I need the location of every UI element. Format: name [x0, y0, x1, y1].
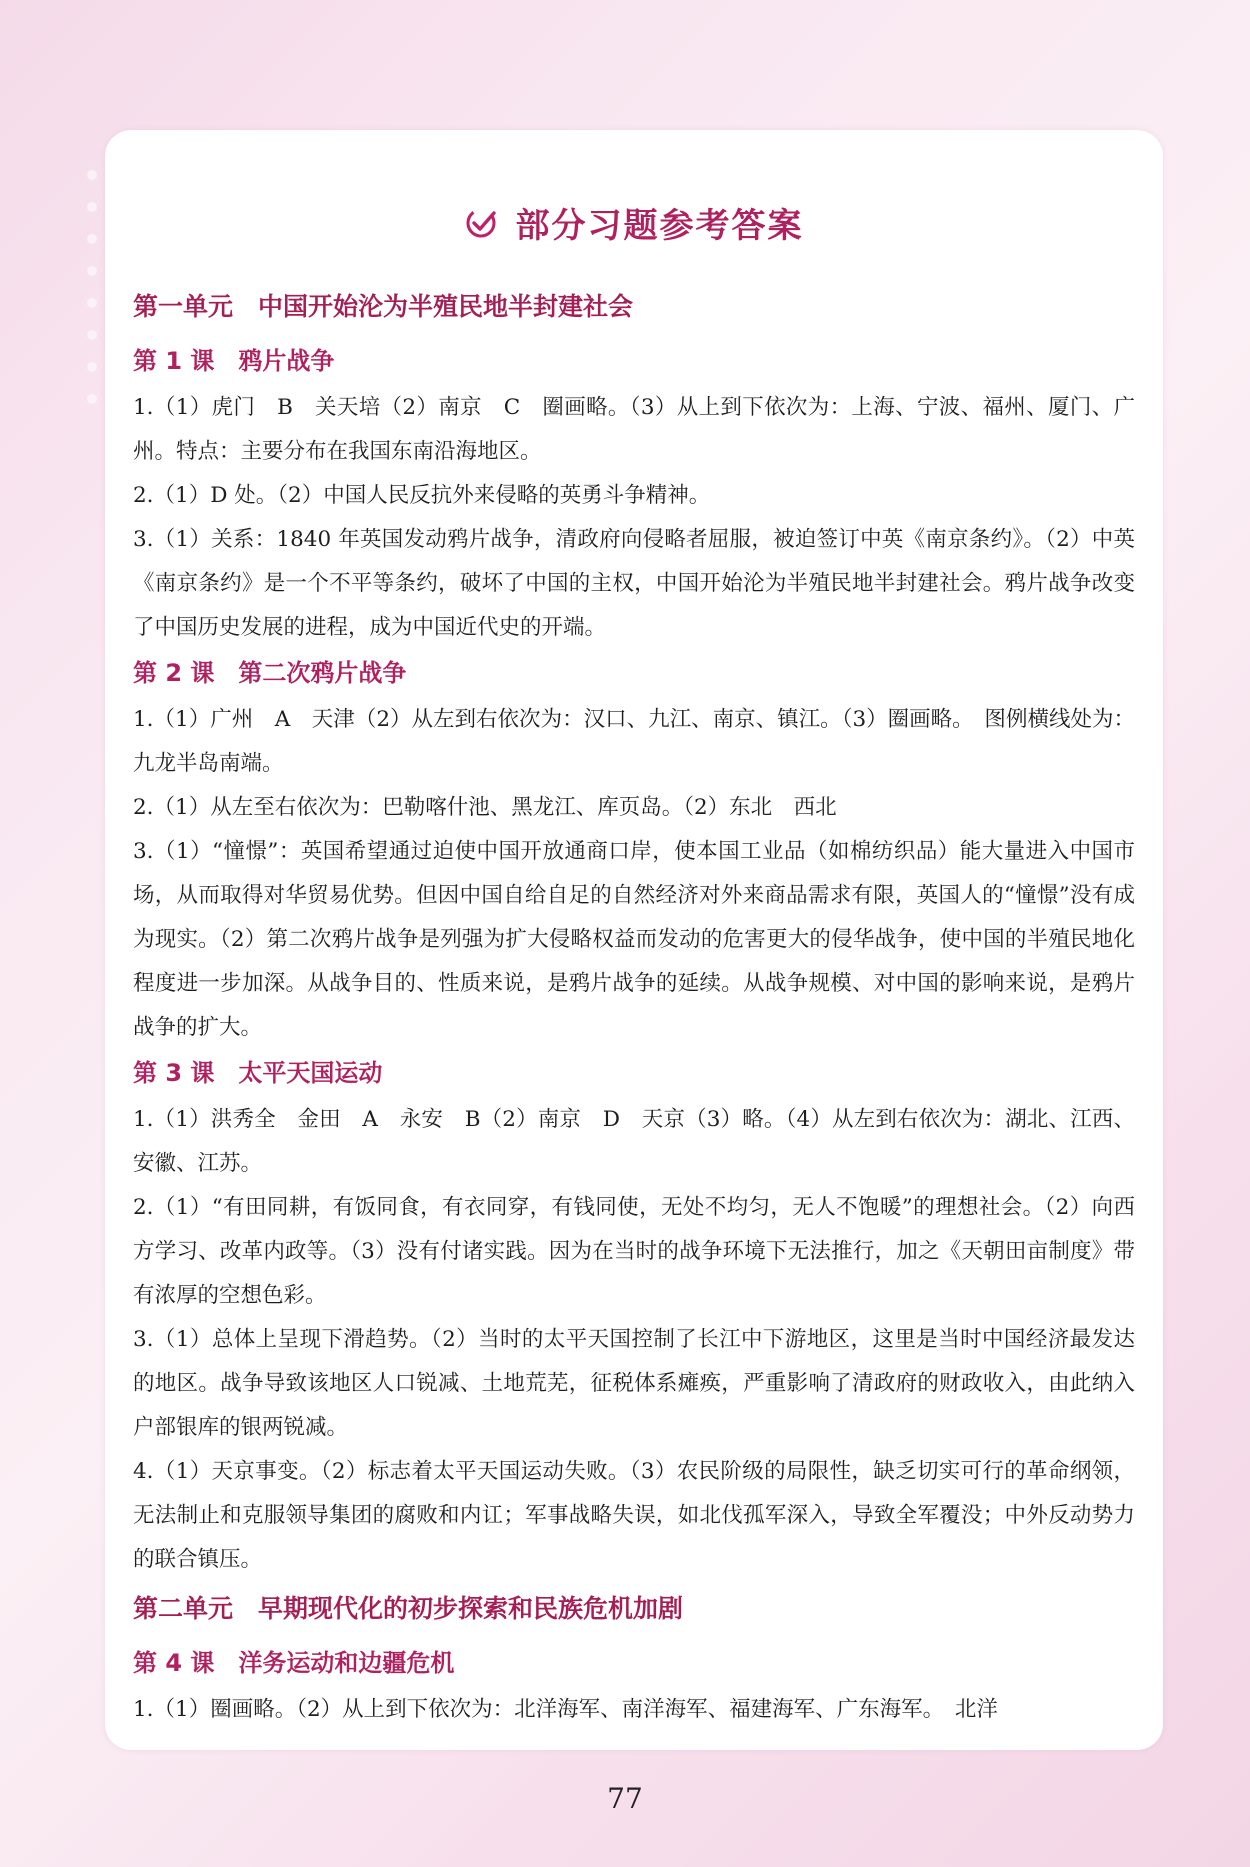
lesson-heading: 第 1 课 鸦片战争: [133, 347, 335, 375]
answer-paragraph: 2.（1）“有田同耕，有饭同食，有衣同穿，有钱同使，无处不均匀，无人不饱暖”的理想社会。（2）向西方学习、改革内政等。（3）没有付诸实践。因为在当时的战争环境下无法推行，加之《天朝田亩制度》带有浓厚的空想色彩。: [133, 1195, 1135, 1308]
answer-paragraph: 2.（1）从左至右依次为：巴勒喀什池、黑龙江、库页岛。（2）东北 西北: [133, 795, 837, 820]
unit-heading: 第一单元 中国开始沦为半殖民地半封建社会: [133, 292, 634, 321]
answer-paragraph: 2.（1）D 处。（2）中国人民反抗外来侵略的英勇斗争精神。: [133, 483, 711, 508]
lesson-heading: 第 2 课 第二次鸦片战争: [133, 659, 407, 687]
answer-paragraph: 1.（1）圈画略。（2）从上到下依次为：北洋海军、南洋海军、福建海军、广东海军。 北洋: [133, 1697, 998, 1722]
lesson-heading: 第 4 课 洋务运动和边疆危机: [133, 1649, 455, 1677]
answer-paragraph: 1.（1）虎门 B 关天培（2）南京 C 圈画略。（3）从上到下依次为：上海、宁波、福州、厦门、广州。特点：主要分布在我国东南沿海地区。: [133, 395, 1135, 464]
answer-paragraph: 4.（1）天京事变。（2）标志着太平天国运动失败。（3）农民阶级的局限性，缺乏切实可行的革命纲领，无法制止和克服领导集团的腐败和内讧；军事战略失误，如北伐孤军深入，导致全军覆没；中外反动势力的联合镇压。: [133, 1459, 1135, 1572]
page-title: [105, 198, 1163, 248]
lesson-heading: 第 3 课 太平天国运动: [133, 1059, 383, 1087]
unit-heading: 第二单元 早期现代化的初步探索和民族危机加剧: [133, 1594, 684, 1623]
answer-paragraph: 3.（1）“憧憬”：英国希望通过迫使中国开放通商口岸，使本国工业品（如棉纺织品）能大量进入中国市场，从而取得对华贸易优势。但因中国自给自足的自然经济对外来商品需求有限，英国人的“憧憬”没有成为现实。（2）第二次鸦片战争是列强为扩大侵略权益而发动的危害更大的侵华战争，使中国的半殖民地化程度进一步加深。从战争目的、性质来说，是鸦片战争的延续。从战争规模、对中国的影响来说，是鸦片战争的扩大。: [133, 839, 1135, 1040]
answer-paragraph: 3.（1）关系：1840 年英国发动鸦片战争，清政府向侵略者屈服，被迫签订中英《南京条约》。（2）中英《南京条约》是一个不平等条约，破坏了中国的主权，中国开始沦为半殖民地半封建社会。鸦片战争改变了中国历史发展的进程，成为中国近代史的开端。: [133, 527, 1135, 640]
answer-paragraph: 1.（1）洪秀全 金田 A 永安 B（2）南京 D 天京（3）略。（4）从左到右依次为：湖北、江西、安徽、江苏。: [133, 1107, 1135, 1176]
page-title-text: 部分习题参考答案: [515, 206, 804, 246]
check-circle-icon: [464, 206, 498, 240]
answer-content: [133, 280, 1135, 1732]
answer-paragraph: 1.（1）广州 A 天津（2）从左到右依次为：汉口、九江、南京、镇江。（3）圈画略。 图例横线处为：九龙半岛南端。: [133, 707, 1135, 776]
decorative-dots: [82, 170, 102, 470]
page-number: 77: [607, 1782, 643, 1815]
answer-card: [105, 130, 1163, 1750]
answer-paragraph: 3.（1）总体上呈现下滑趋势。（2）当时的太平天国控制了长江中下游地区，这里是当时中国经济最发达的地区。战争导致该地区人口锐减、土地荒芜，征税体系瘫痪，严重影响了清政府的财政收入，由此纳入户部银库的银两锐减。: [133, 1327, 1135, 1440]
